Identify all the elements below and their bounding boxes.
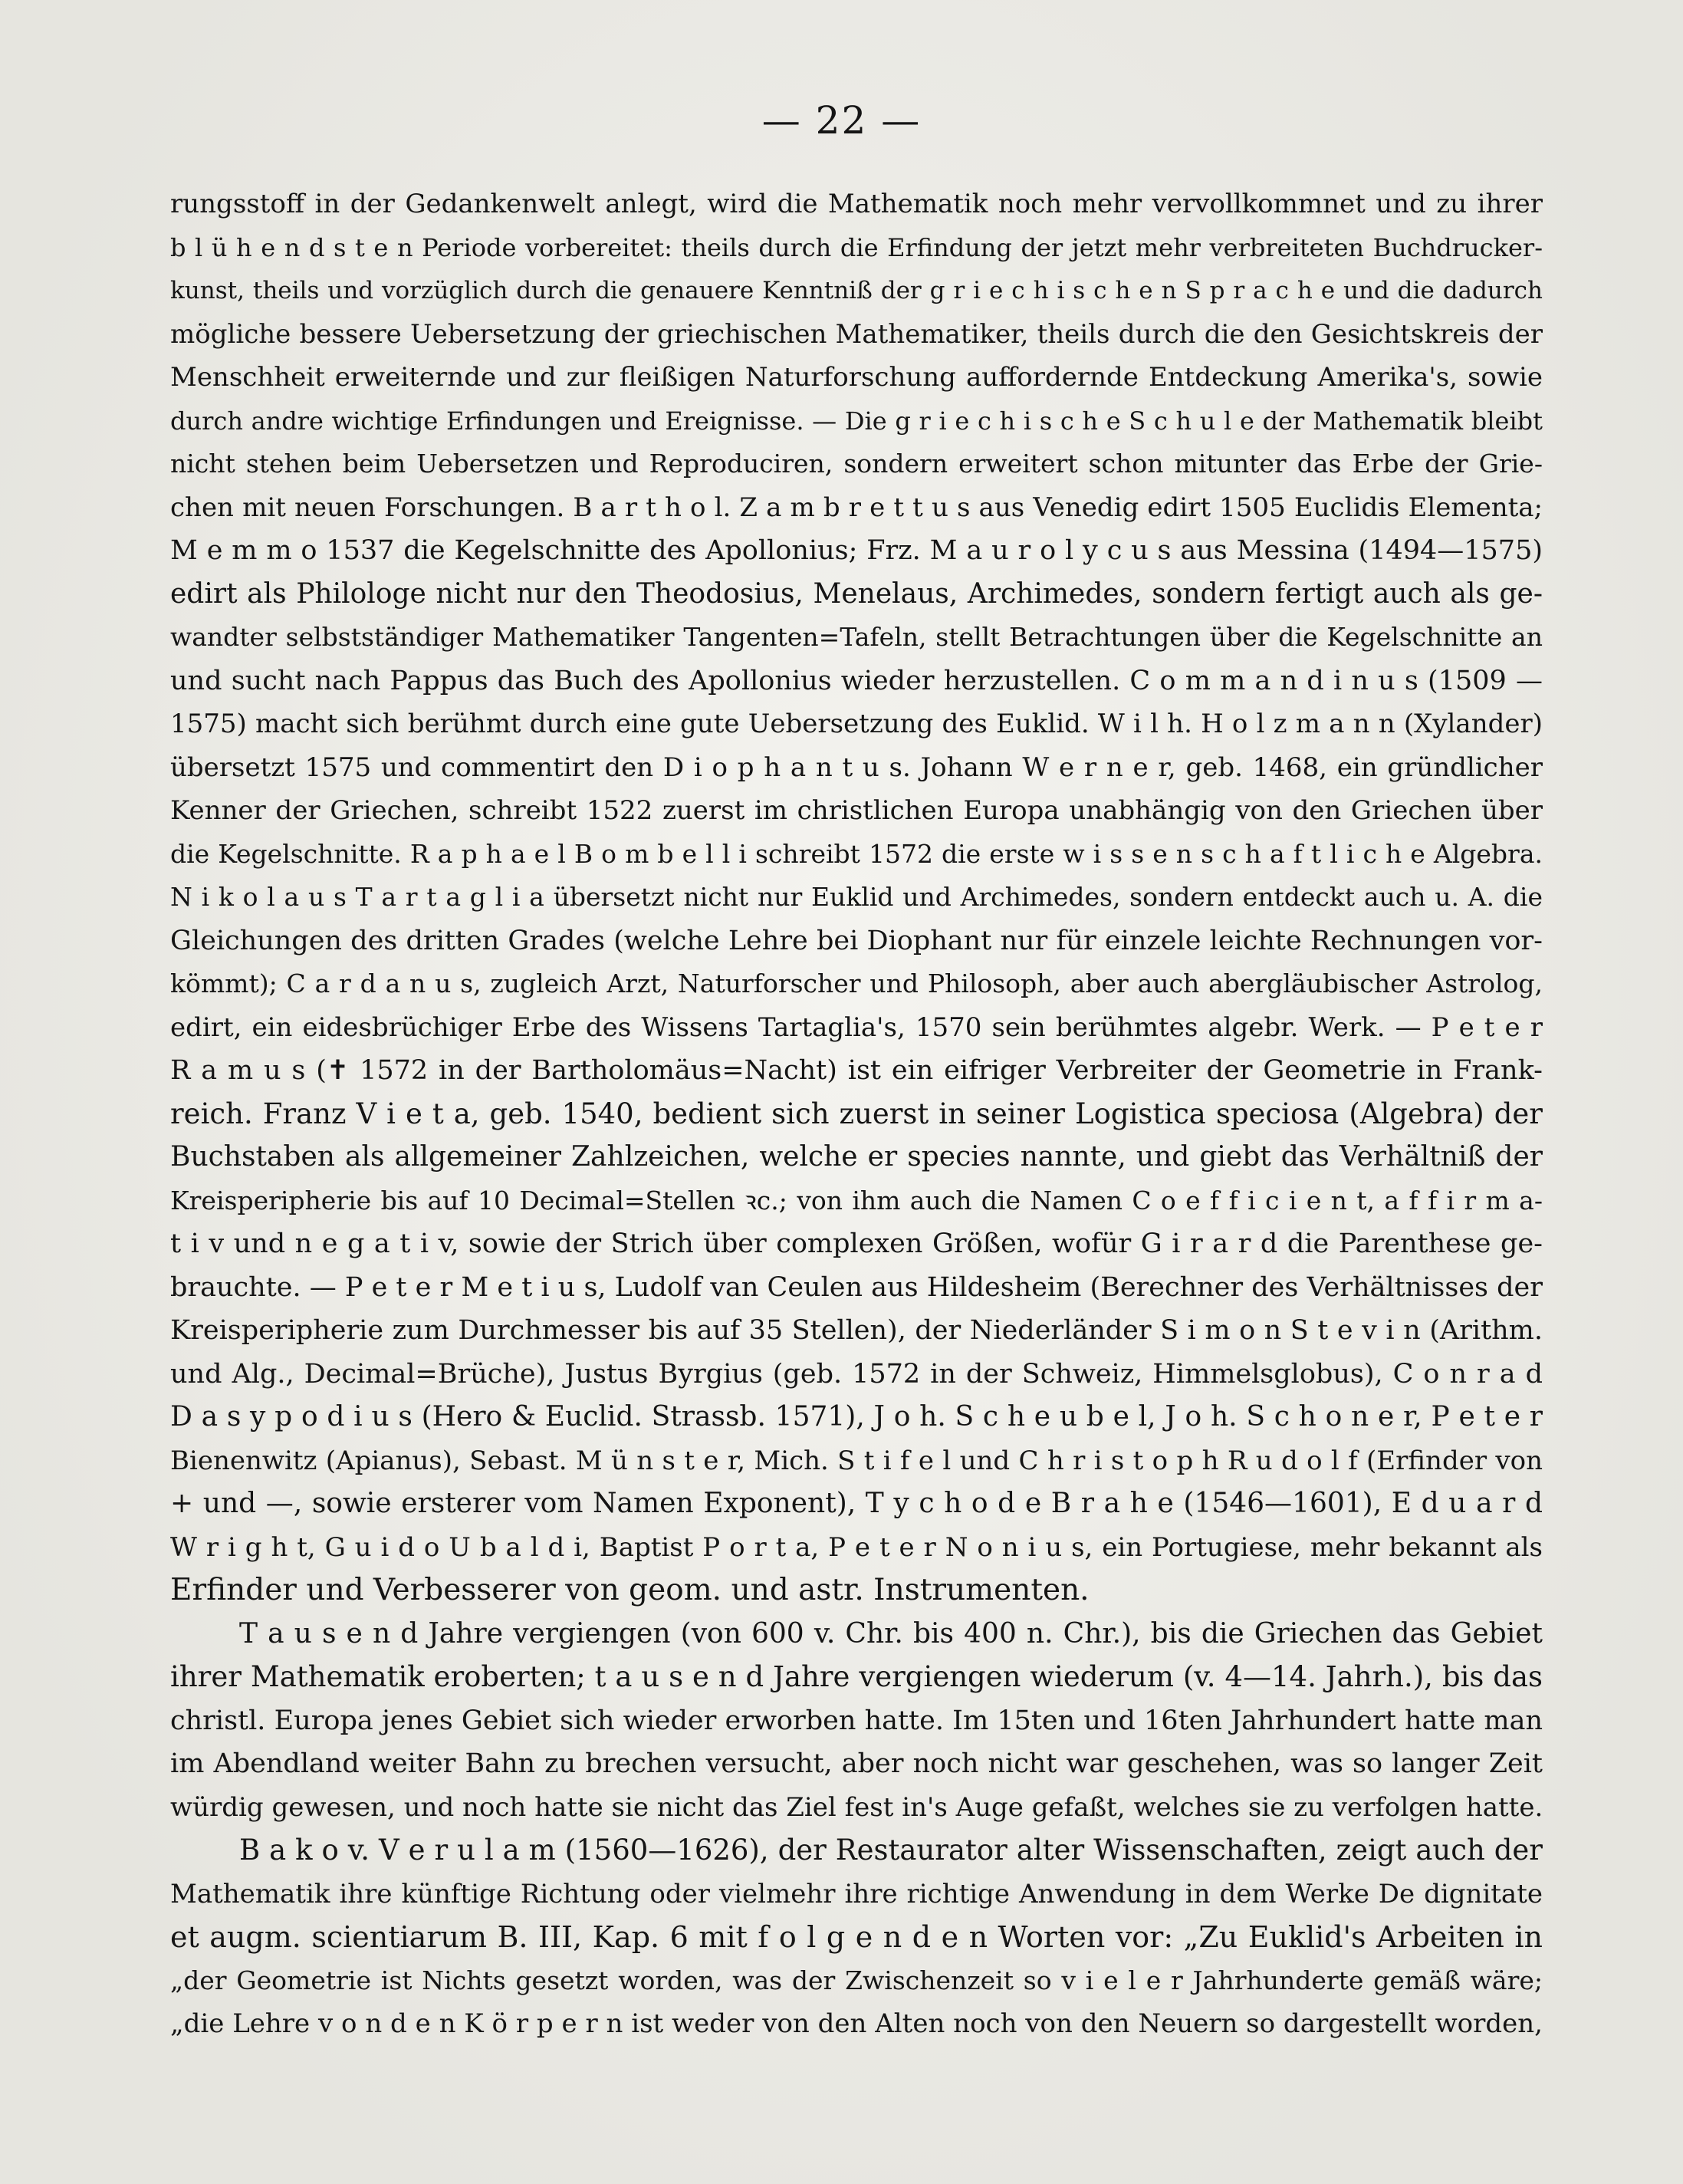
- text-line: im Abendland weiter Bahn zu brechen versucht, aber noch nicht war geschehen, was so langer Zeit: [170, 1748, 1543, 1779]
- text-line: + und —, sowie ersterer vom Namen Exponent), T y c h o d e B r a h e (1546—1601), E d u a r d: [170, 1488, 1543, 1519]
- text-line: Erfinder und Verbesserer von geom. und astr. Instrumenten.: [170, 1573, 1090, 1607]
- text-line: durch andre wichtige Erfindungen und Ereignisse. — Die g r i e c h i s c h e S c h u l e der Mathematik bleibt: [170, 406, 1543, 436]
- text-line: „der Geometrie ist Nichts gesetzt worden, was der Zwischenzeit so v i e l e r Jahrhunderte gemäß wäre;: [170, 1965, 1543, 1995]
- text-line: ihrer Mathematik eroberten; t a u s e n d Jahre vergiengen wiederum (v. 4—14. Jahrh.), bis das: [170, 1660, 1543, 1693]
- text-line: t i v und n e g a t i v, sowie der Strich über complexen Größen, wofür G i r a r d die Parenthese ge-: [170, 1228, 1543, 1259]
- text-line: und Alg., Decimal=Brüche), Justus Byrgius (geb. 1572 in der Schweiz, Himmelsglobus), C o n r a d: [170, 1358, 1543, 1390]
- text-line: Bienenwitz (Apianus), Sebast. M ü n s t e r, Mich. S t i f e l und C h r i s t o p h R u d o l f (Erfinder von: [170, 1445, 1543, 1476]
- text-line: brauchte. — P e t e r M e t i u s, Ludolf van Ceulen aus Hildesheim (Berechner des Verhältnisses der: [170, 1271, 1543, 1303]
- text-line: chen mit neuen Forschungen. B a r t h o l. Z a m b r e t t u s aus Venedig edirt 1505 Euclidis Elementa;: [170, 492, 1543, 523]
- text-line: R a m u s (✝ 1572 in der Bartholomäus=Nacht) ist ein eifriger Verbreiter der Geometrie in Frank-: [170, 1055, 1543, 1086]
- text-line: Gleichungen des dritten Grades (welche Lehre bei Diophant nur für einzele leichte Rechnungen vor-: [170, 925, 1543, 956]
- text-line: würdig gewesen, und noch hatte sie nicht das Ziel fest in's Auge gefaßt, welches sie zu verfolgen hatte.: [170, 1791, 1543, 1823]
- text-line: kömmt); C a r d a n u s, zugleich Arzt, Naturforscher und Philosoph, aber auch abergläubischer Astrolog,: [170, 969, 1543, 998]
- text-line: kunst, theils und vorzüglich durch die genauere Kenntniß der g r i e c h i s c h e n S p r a c h e und die dadurch: [170, 277, 1543, 304]
- text-line: T a u s e n d Jahre vergiengen (von 600 v. Chr. bis 400 n. Chr.), bis die Griechen das Gebiet: [239, 1617, 1543, 1650]
- text-line: Kreisperipherie bis auf 10 Decimal=Stellen ꝛc.; von ihm auch die Namen C o e f f i c i e n t, a f f i r m a-: [170, 1185, 1543, 1215]
- text-line: Mathematik ihre künftige Richtung oder vielmehr ihre richtige Anwendung in dem Werke De dignitate: [170, 1878, 1543, 1909]
- text-line: „die Lehre v o n d e n K ö r p e r n ist weder von den Alten noch von den Neuern so dargestellt worden,: [170, 2008, 1543, 2039]
- text-line: Kreisperipherie zum Durchmesser bis auf 35 Stellen), der Niederländer S i m o n S t e v i n (Arithm.: [170, 1315, 1543, 1346]
- text-line: rungsstoff in der Gedankenwelt anlegt, wird die Mathematik noch mehr vervollkommnet und zu ihrer: [170, 189, 1543, 219]
- text-line: D a s y p o d i u s (Hero & Euclid. Strassb. 1571), J o h. S c h e u b e l, J o h. S c h o n e r, P e t e r: [170, 1401, 1543, 1432]
- text-line: b l ü h e n d s t e n Periode vorbereitet: theils durch die Erfindung der jetzt mehr verbreiteten Buchdrucker-: [170, 232, 1543, 262]
- text-line: mögliche bessere Uebersetzung der griechischen Mathematiker, theils durch die den Gesichtskreis der: [170, 318, 1543, 350]
- text-line: M e m m o 1537 die Kegelschnitte des Apollonius; Frz. M a u r o l y c u s aus Messina (1494—1575): [170, 535, 1543, 566]
- text-line: et augm. scientiarum B. III, Kap. 6 mit f o l g e n d e n Worten vor: „Zu Euklid's Arbeiten in: [170, 1920, 1543, 1954]
- text-line: Menschheit erweiternde und zur fleißigen Naturforschung auffordernde Entdeckung Amerika's, sowie: [170, 362, 1543, 393]
- text-line: und sucht nach Pappus das Buch des Apollonius wieder herzustellen. C o m m a n d i n u s (1509 —: [170, 665, 1543, 696]
- text-line: W r i g h t, G u i d o U b a l d i, Baptist P o r t a, P e t e r N o n i u s, ein Portugiese, mehr bekannt als: [170, 1531, 1543, 1563]
- text-line: edirt als Philologe nicht nur den Theodosius, Menelaus, Archimedes, sondern fertigt auch als ge-: [170, 577, 1543, 610]
- text-line: wandter selbstständiger Mathematiker Tangenten=Tafeln, stellt Betrachtungen über die Kegelschnitte an: [170, 622, 1543, 652]
- text-line: N i k o l a u s T a r t a g l i a übersetzt nicht nur Euklid und Archimedes, sondern entdeckt auch u. A. die: [170, 882, 1543, 912]
- text-line: reich. Franz V i e t a, geb. 1540, bedient sich zuerst in seiner Logistica speciosa (Algebra) der: [170, 1097, 1543, 1130]
- text-line: übersetzt 1575 und commentirt den D i o p h a n t u s. Johann W e r n e r, geb. 1468, ein gründlicher: [170, 752, 1543, 783]
- text-line: 1575) macht sich berühmt durch eine gute Uebersetzung des Euklid. W i l h. H o l z m a n n (Xylander): [170, 709, 1543, 739]
- text-line: Buchstaben als allgemeiner Zahlzeichen, welche er species nannte, und giebt das Verhältniß der: [170, 1141, 1543, 1173]
- text-line: Kenner der Griechen, schreibt 1522 zuerst im christlichen Europa unabhängig von den Griechen über: [170, 795, 1543, 826]
- page-number: — 22 —: [761, 98, 922, 143]
- text-line: B a k o v. V e r u l a m (1560—1626), der Restaurator alter Wissenschaften, zeigt auch der: [239, 1834, 1543, 1867]
- text-line: die Kegelschnitte. R a p h a e l B o m b e l l i schreibt 1572 die erste w i s s e n s c h a f t l i c h e Algebra.: [170, 838, 1543, 869]
- body-text: [170, 183, 1543, 2046]
- text-line: edirt, ein eidesbrüchiger Erbe des Wissens Tartaglia's, 1570 sein berühmtes algebr. Werk. — P e t e r: [170, 1011, 1543, 1043]
- text-line: christl. Europa jenes Gebiet sich wieder erworben hatte. Im 15ten und 16ten Jahrhundert hatte man: [170, 1705, 1543, 1736]
- text-line: nicht stehen beim Uebersetzen und Reproduciren, sondern erweitert schon mitunter das Erbe der Grie-: [170, 449, 1543, 479]
